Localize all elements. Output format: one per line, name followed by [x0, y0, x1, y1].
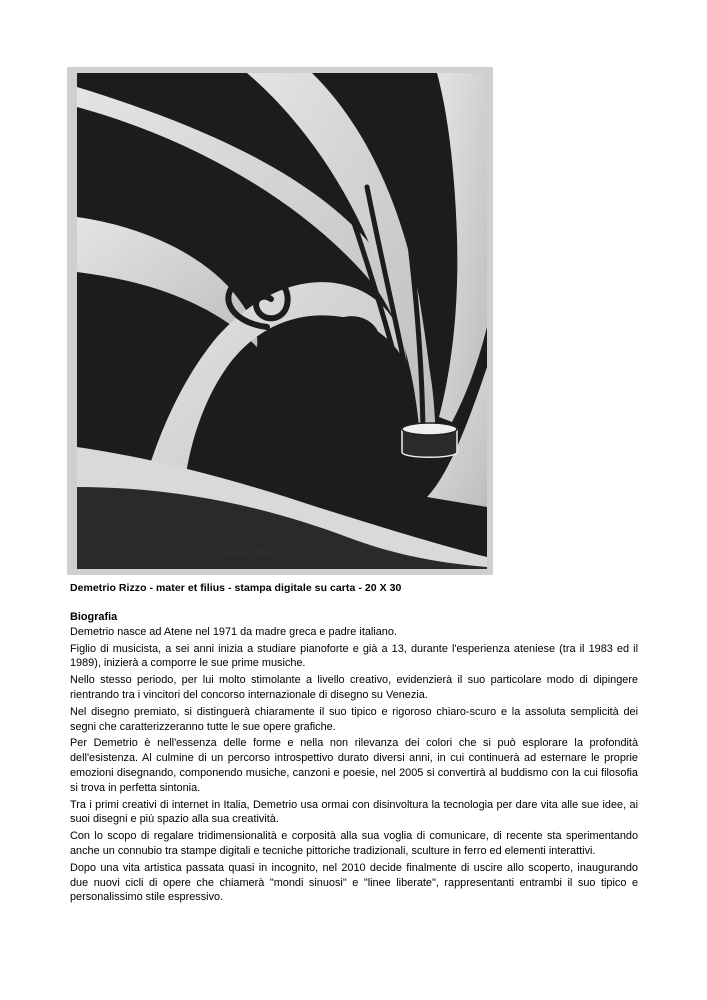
artwork-caption: Demetrio Rizzo - mater et filius - stampa digitale su carta - 20 X 30: [70, 582, 402, 594]
bio-paragraph: Con lo scopo di regalare tridimensionalità e corposità alla sua voglia di comunicare, di recente sta sperimentando anche un connubio tra stampe digitali e tecniche pittoriche tradizionali, sculture in ferro ed elementi interattivi.: [70, 830, 638, 857]
bio-paragraph: Nello stesso periodo, per lui molto stimolante a livello creativo, evidenzierà il suo particolare modo di dipingere rientrando tra i vincitori del concorso internazionale di disegno su Venezia.: [70, 674, 638, 701]
artwork-painting: [67, 67, 493, 575]
bio-paragraph: Per Demetrio è nell'essenza delle forme e nella non rilevanza dei colori che si può esplorare la profondità dell'esistenza. Al culmine di un percorso introspettivo durato diversi anni, in cui continuerà ad esternare le proprie emozioni disegnando, componendo musiche, canzoni e poesie, nel 2005 si convertirà al buddismo con la cui filosofia si trova in perfetta sintonia.: [70, 737, 638, 794]
biography-heading: Biografia: [70, 611, 118, 623]
artwork-signature: Demetrio Rizzo: [217, 547, 273, 557]
cylinder-shape: [402, 423, 457, 457]
biography-section: [70, 610, 638, 907]
bio-paragraph: Demetrio nasce ad Atene nel 1971 da madre greca e padre italiano.: [70, 625, 397, 638]
bio-paragraph: Figlio di musicista, a sei anni inizia a studiare pianoforte e già a 13, durante l'esperienza ateniese (tra il 1983 ed il 1989), inizierà a comporre le sue prime musiche.: [70, 642, 638, 670]
bio-paragraph: Tra i primi creativi di internet in Italia, Demetrio usa ormai con disinvoltura la tecnologia per dare vita alle sue idee, ai suoi disegni e più spazio alla sua creatività.: [70, 798, 638, 826]
bio-paragraph: Dopo una vita artistica passata quasi in incognito, nel 2010 decide finalmente di uscire allo scoperto, inaugurando due nuovi cicli di opere che chiamerà "mondi sinuosi" e "linee liberate", rappresentanti entrambi il suo tipico e personalissimo stile espressivo.: [70, 861, 638, 904]
artwork-image: [67, 67, 493, 575]
bio-paragraph: Nel disegno premiato, si distinguerà chiaramente il suo tipico e rigoroso chiaro-scuro e la assoluta semplicità dei segni che caratterizzeranno tutte le sue opere grafiche.: [70, 705, 638, 733]
